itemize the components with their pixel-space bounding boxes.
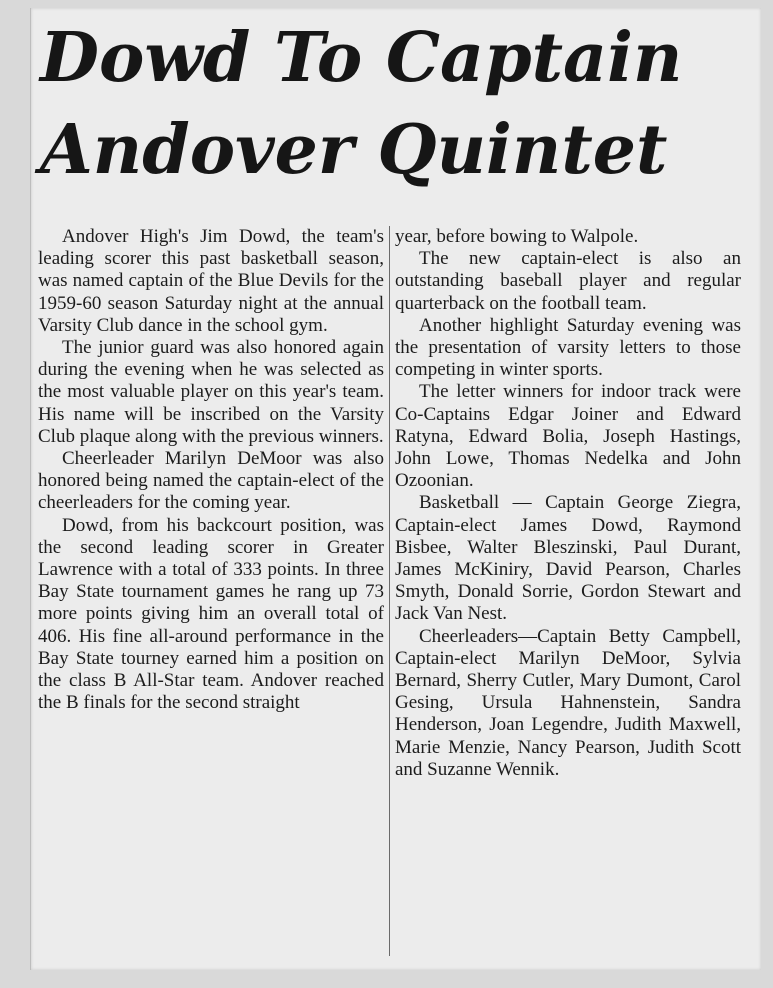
paragraph: Another highlight Saturday evening was the presentation of varsity letters to those competing in winter sports.: [395, 314, 741, 381]
article-column-left: [38, 226, 384, 714]
column-divider: [389, 226, 390, 956]
paragraph: The new captain-elect is also an outstanding baseball player and regular quarterback on the football team.: [395, 248, 741, 314]
paragraph: Cheerleader Marilyn DeMoor was also honored being named the captain-elect of the cheerleaders for the coming year.: [38, 448, 384, 514]
paragraph: Cheerleaders—Captain Betty Campbell, Captain-elect Marilyn DeMoor, Sylvia Bernard, Sherry Cutler, Mary Dumont, Carol Gesing, Ursula Hahnenstein, Sandra Henderson, Joan Legendre, Judith Maxwell, Marie Menzie, Nancy Pearson, Judith Scott and Suzanne Wennik.: [395, 625, 741, 780]
paragraph: Andover High's Jim Dowd, the team's leading scorer this past basketball season, was named captain of the Blue Devils for the 1959-60 season Saturday night at the annual Varsity Club dance in the school gym.: [38, 226, 384, 336]
headline-line-1: Dowd To Captain: [40, 18, 683, 98]
article-column-right: [395, 226, 741, 781]
paragraph: The junior guard was also honored again during the evening when he was selected as the most valuable player on this year's team. His name will be inscribed on the Varsity Club plaque along with the previous winners.: [38, 337, 384, 447]
headline-line-2: Andover Quintet: [40, 110, 668, 190]
paragraph: The letter winners for indoor track were Co-Captains Edgar Joiner and Edward Ratyna, Edward Bolia, Joseph Hastings, John Lowe, Thomas Nedelka and John Ozoonian.: [395, 381, 741, 492]
paragraph: Basketball — Captain George Ziegra, Captain-elect James Dowd, Raymond Bisbee, Walter Bleszinski, Paul Durant, James McKiniry, David Pearson, Charles Smyth, Donald Sorrie, Gordon Stewart and Jack Van Nest.: [395, 492, 741, 625]
headline: [40, 12, 750, 196]
paragraph: Dowd, from his backcourt position, was the second leading scorer in Greater Lawrence with a total of 333 points. In three Bay State tournament games he rang up 73 more points giving him an overall total of 406. His fine all-around performance in the Bay State tourney earned him a position on the class B All-Star team. Andover reached the B finals for the second straight: [38, 514, 384, 714]
paragraph: year, before bowing to Walpole.: [395, 226, 639, 247]
